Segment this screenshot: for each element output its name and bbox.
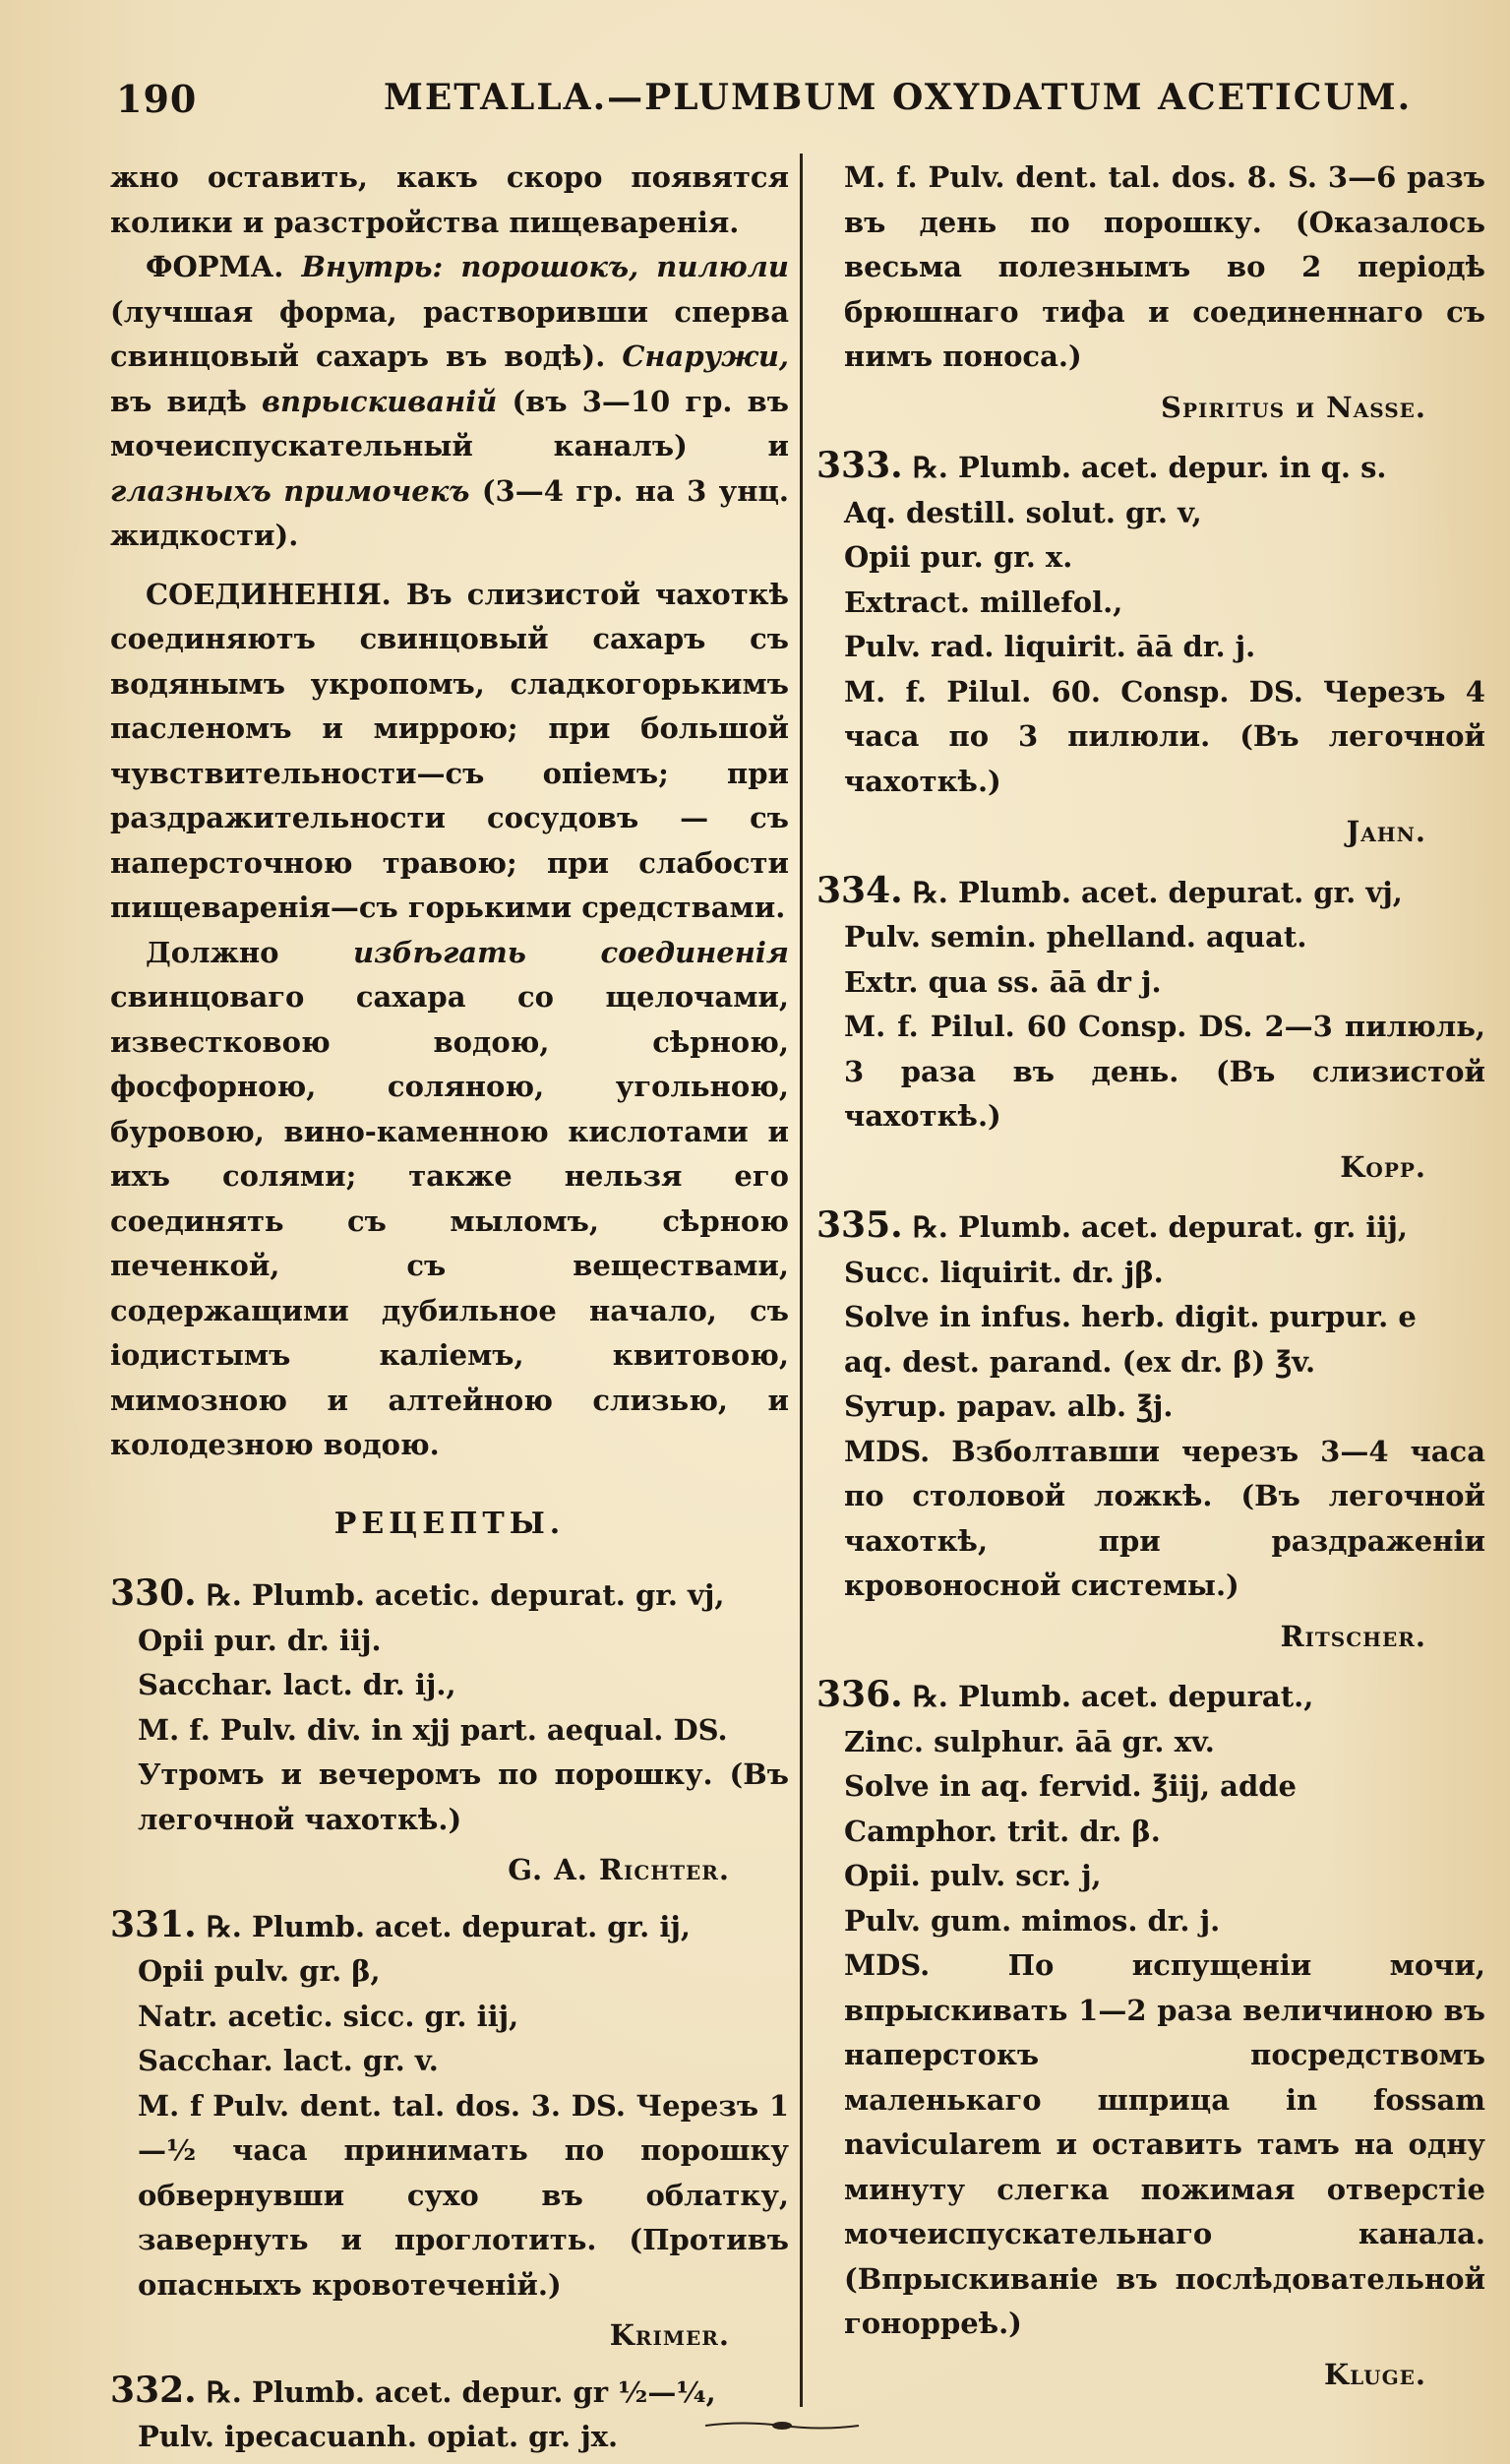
forma-paragraph xyxy=(110,245,789,559)
recipe-ingredient: ℞. Plumb. acet. depurat. gr. ij, xyxy=(206,1909,691,1943)
recipe-334 xyxy=(816,869,1485,1191)
recipe-ingredient: ℞. Plumb. acet. depurat. gr. vj, xyxy=(912,875,1403,909)
recipes-heading: РЕЦЕПТЫ. xyxy=(333,1506,566,1541)
recipe-ingredient: Opii. pulv. scr. j, xyxy=(844,1859,1102,1892)
recipe-332 xyxy=(110,2369,789,2460)
recipe-ingredient: Opii pulv. gr. β, xyxy=(138,1954,381,1988)
recipe-ingredient: ℞. Plumb. acet. depurat. gr. iij, xyxy=(912,1210,1408,1244)
recipe-ingredient: Extract. millefol., xyxy=(844,585,1123,619)
recipe-331 xyxy=(110,1903,789,2359)
avoid-text-2: свинцоваго сахара со щелочами, известковою водою, сѣрною, фосфорною, соляною, угольною, буровою, вино-каменною кислотами и ихъ солями; также нельзя его соединять съ мыломъ, сѣрною печенкой, съ веществами, содержащими дубильное начало, съ іодистымъ каліемъ, квитовою, мимозною и алтейною слизью, и колодезною водою. xyxy=(110,980,789,1461)
forma-text-3: (въ 3—10 гр. въ мочеиспускательный каналъ) и xyxy=(110,384,789,462)
recipe-line xyxy=(110,1571,789,1619)
recipe-line xyxy=(110,2369,789,2416)
recipe-number: 333. xyxy=(816,445,903,486)
recipe-directions: MDS. Взболтавши черезъ 3—4 часа по столовой ложкѣ. (Въ легочной чахоткѣ, при раздраженіи кровоносной системы.) xyxy=(844,1434,1485,1602)
recipe-directions: M. f. Pilul. 60 Consp. DS. 2—3 пилюль, 3 раза въ день. (Въ слизистой чахоткѣ.) xyxy=(844,1010,1485,1133)
forma-eye-lotions: глазныхъ примочекъ xyxy=(110,473,470,508)
recipe-ingredient: Aq. destill. solut. gr. v, xyxy=(844,495,1202,529)
recipe-author: Krimer. xyxy=(609,2318,730,2352)
forma-text-4: (3—4 гр. на 3 унц. жидкости). xyxy=(110,473,789,552)
recipe-ingredient: ℞. Plumb. acet. depur. in q. s. xyxy=(912,451,1387,484)
recipe-author: Jahn. xyxy=(1346,815,1426,848)
recipe-number: 334. xyxy=(816,869,903,911)
soedinenia-label: СОЕДИНЕНІЯ. xyxy=(146,577,392,611)
recipe-author: Ritscher. xyxy=(1280,1619,1426,1653)
avoid-paragraph xyxy=(110,931,789,1468)
recipe-number: 330. xyxy=(110,1572,197,1614)
recipe-line xyxy=(816,869,1485,916)
recipe-ingredient: Camphor. trit. dr. β. xyxy=(844,1814,1161,1848)
recipe-ingredient: Solve in aq. fervid. ℥iij, adde xyxy=(844,1769,1297,1803)
recipe-directions: M. f Pulv. dent. tal. dos. 3. DS. Черезъ 1—½ часа принимать по порошку обвернувши сухо въ облатку, завернуть и проглотить. (Противъ опасныхъ кровотеченій.) xyxy=(138,2088,789,2302)
forma-external: Снаружи, xyxy=(622,339,789,373)
recipe-330 xyxy=(110,1571,789,1893)
recipe-author: Kopp. xyxy=(1340,1149,1426,1184)
recipe-directions: Утромъ и вечеромъ по порошку. (Въ легочной чахоткѣ.) xyxy=(138,1757,789,1836)
recipe-ingredient: Pulv. semin. phelland. aquat. xyxy=(844,920,1307,954)
running-title: METALLA.—PLUMBUM OXYDATUM ACETICUM. xyxy=(384,77,1413,118)
recipe-ingredient: Sacchar. lact. gr. v. xyxy=(138,2044,439,2077)
recipe-number: 331. xyxy=(110,1903,197,1945)
recipe-ingredient: Zinc. sulphur. āā gr. xv. xyxy=(844,1724,1215,1758)
recipe-author: Spiritus и Nasse. xyxy=(1161,390,1426,424)
recipe-ingredient: Sacchar. lact. dr. ij., xyxy=(138,1668,456,1701)
page-header xyxy=(116,77,1413,136)
column-divider xyxy=(800,154,803,2407)
recipe-ingredient: aq. dest. parand. (ex dr. β) ℥v. xyxy=(844,1344,1316,1379)
recipe-ingredient: Natr. acetic. sicc. gr. iij, xyxy=(138,1999,519,2033)
forma-text-1: (лучшая форма, растворивши сперва свинцовый сахаръ въ водѣ). xyxy=(110,294,789,373)
avoid-text-1: Должно xyxy=(146,935,279,969)
page-number: 190 xyxy=(116,77,198,121)
recipe-line xyxy=(816,444,1485,491)
recipe-line xyxy=(816,1673,1485,1720)
recipe-ingredient: Syrup. papav. alb. ℥j. xyxy=(844,1389,1174,1423)
soedinenia-text: Въ слизистой чахоткѣ соединяютъ свинцовый сахаръ съ водянымъ укропомъ, сладкогорькимъ пасленомъ и миррою; при большой чувствительности—съ опiемъ; при раздражительности сосудовъ — съ наперсточною травою; при слабости пищеваренія—съ горькими средствами. xyxy=(110,577,789,924)
recipe-number: 335. xyxy=(816,1204,903,1246)
recipe-number: 336. xyxy=(816,1674,903,1715)
recipe-ingredient: Pulv. ipecacuanh. opiat. gr. jx. xyxy=(138,2420,619,2453)
recipe-336 xyxy=(816,1673,1485,2397)
recipe-ingredient: Solve in infus. herb. digit. purpur. e xyxy=(844,1300,1417,1333)
recipe-line xyxy=(110,1903,789,1950)
closing-ornament xyxy=(703,2419,861,2433)
recipe-number: 332. xyxy=(110,2369,197,2411)
forma-label: ФОРМА. xyxy=(146,250,284,283)
recipe-author: Kluge. xyxy=(1323,2357,1426,2391)
recipe-ingredient: ℞. Plumb. acet. depurat., xyxy=(912,1680,1314,1713)
recipe-ingredient: ℞. Plumb. acet. depur. gr ½—¼, xyxy=(206,2374,716,2409)
recipe-333 xyxy=(816,444,1485,855)
recipe-directions: MDS. По испущеніи мочи, впрыскивать 1—2 раза величиною въ наперстокъ посредствомъ маленькаго шприца in fossam navicularem и оставить тамъ на одну минуту слегка пожимая отверстіе мочеиспускательнаго канала. (Впрыскиваніе въ послѣдовательной гонорреѣ.) xyxy=(844,1948,1485,2340)
recipe-ingredient: Extr. qua ss. āā dr j. xyxy=(844,964,1162,999)
recipe-ingredient: Opii pur. gr. x. xyxy=(844,540,1073,574)
recipe-ingredient: Pulv. rad. liquirit. āā dr. j. xyxy=(844,630,1256,663)
recipe-ingredient: Pulv. gum. mimos. dr. j. xyxy=(844,1903,1221,1938)
recipe-335 xyxy=(816,1203,1485,1659)
recipe-ingredient: Opii pur. dr. iij. xyxy=(138,1623,382,1657)
recipe-directions: M. f. Pulv. dent. tal. dos. 8. S. 3—6 разъ въ день по порошку. (Оказалось весьма полезнымъ во 2 періодѣ брюшнаго тифа и соединеннаго съ нимъ поноса.) xyxy=(844,160,1485,373)
avoid-italic: избѣгать соединенія xyxy=(353,935,789,969)
left-column xyxy=(110,155,789,2460)
right-column xyxy=(816,155,1485,2397)
recipe-author: G. A. Richter. xyxy=(508,1853,730,1886)
recipe-ingredient: Succ. liquirit. dr. jβ. xyxy=(844,1255,1164,1289)
recipe-ingredient: M. f. Pulv. div. in xjj part. aequal. DS. xyxy=(138,1712,728,1747)
recipe-directions: M. f. Pilul. 60. Consp. DS. Черезъ 4 часа по 3 пилюли. (Въ легочной чахоткѣ.) xyxy=(844,674,1485,798)
recipe-line xyxy=(816,1203,1485,1251)
forma-text-2: въ видѣ xyxy=(110,384,247,418)
continued-paragraph: жно оставить, какъ скоро появятся колики и разстройства пищеваренія. xyxy=(110,160,789,239)
recipe-ingredient: ℞. Plumb. acetic. depurat. gr. vj, xyxy=(206,1578,725,1612)
soedinenia-paragraph xyxy=(110,573,789,931)
forma-injections: впрыскиваній xyxy=(262,384,498,418)
forma-internal: Внутрь: порошокъ, пилюли xyxy=(301,250,789,283)
